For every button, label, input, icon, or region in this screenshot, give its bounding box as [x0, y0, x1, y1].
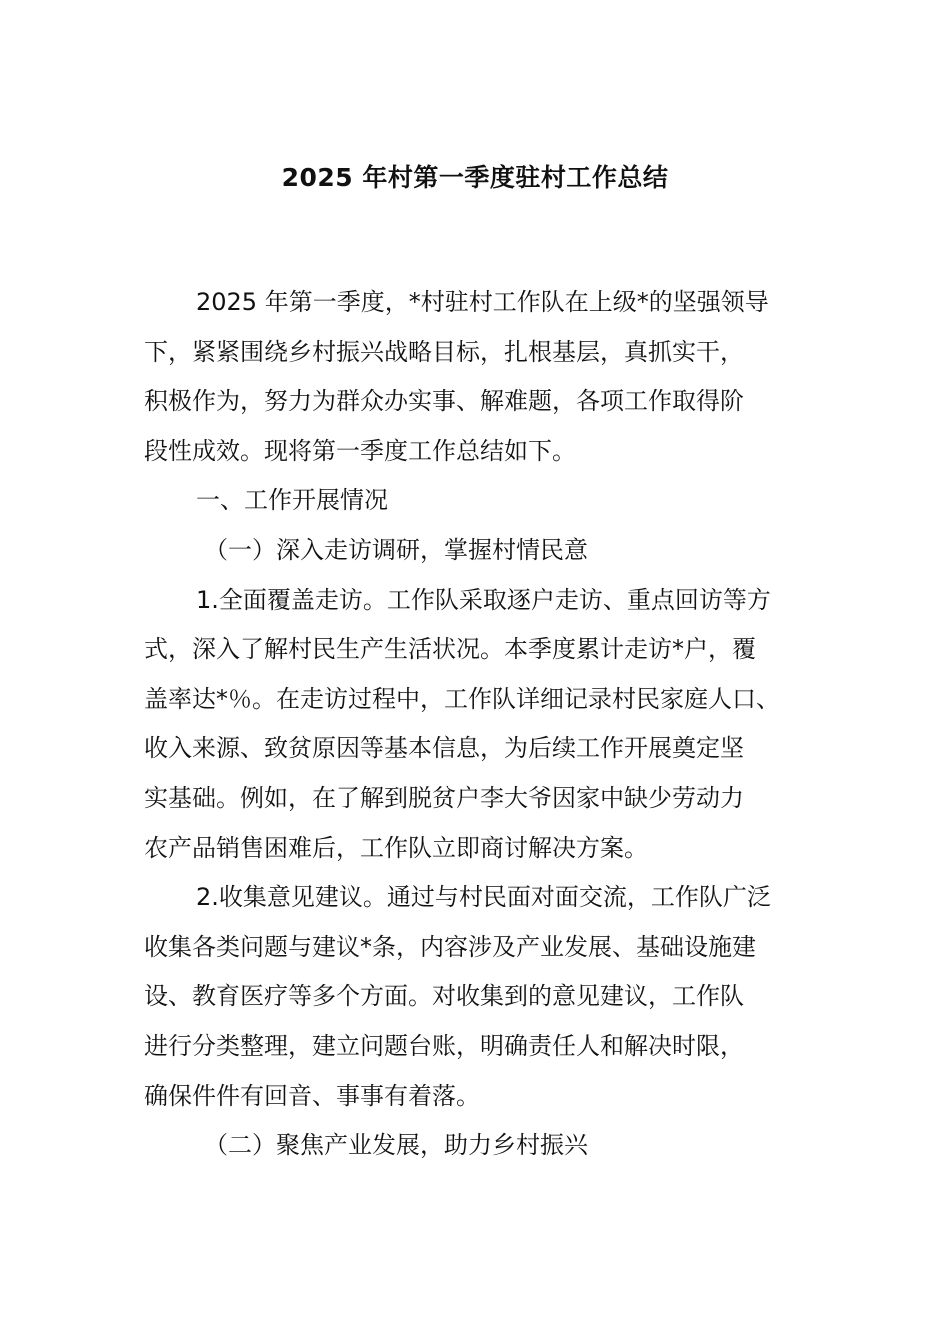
paragraph-intro-line: 段性成效。现将第一季度工作总结如下。 [144, 436, 576, 465]
section-heading: 一、工作开展情况 [196, 486, 388, 515]
paragraph-suggestions-line: 2.收集意见建议。通过与村民面对面交流，工作队广泛 [196, 883, 771, 912]
document-body [144, 278, 806, 1171]
paragraph-intro-line: 积极作为，努力为群众办实事、解难题，各项工作取得阶 [144, 387, 744, 416]
paragraph-suggestions-line: 设、教育医疗等多个方面。对收集到的意见建议，工作队 [144, 982, 744, 1011]
paragraph-intro-line: 2025 年第一季度，*村驻村工作队在上级*的坚强领导 [196, 288, 769, 316]
paragraph-suggestions-line: 收集各类问题与建议*条，内容涉及产业发展、基础设施建 [144, 932, 756, 961]
paragraph-visits-line: 收入来源、致贫原因等基本信息，为后续工作开展奠定坚 [144, 734, 744, 763]
paragraph-intro-line: 下，紧紧围绕乡村振兴战略目标，扎根基层，真抓实干， [144, 337, 744, 366]
document-title: 2025 年村第一季度驻村工作总结 [281, 163, 669, 192]
paragraph-suggestions-line: 进行分类整理，建立问题台账，明确责任人和解决时限， [144, 1031, 744, 1060]
paragraph-visits-line: 实基础。例如，在了解到脱贫户李大爷因家中缺少劳动力 [144, 783, 744, 812]
paragraph-suggestions-line: 确保件件有回音、事事有着落。 [144, 1081, 480, 1110]
paragraph-visits-line: 式，深入了解村民生产生活状况。本季度累计走访*户，覆 [144, 635, 756, 664]
subsection-heading: （一）深入走访调研，掌握村情民意 [204, 535, 588, 564]
paragraph-visits-line: 1.全面覆盖走访。工作队采取逐户走访、重点回访等方 [196, 585, 771, 614]
subsection-heading: （二）聚焦产业发展，助力乡村振兴 [204, 1131, 588, 1160]
paragraph-visits-line: 农产品销售困难后，工作队立即商讨解决方案。 [144, 833, 648, 862]
paragraph-visits-line: 盖率达*％。在走访过程中，工作队详细记录村民家庭人口、 [144, 684, 780, 713]
